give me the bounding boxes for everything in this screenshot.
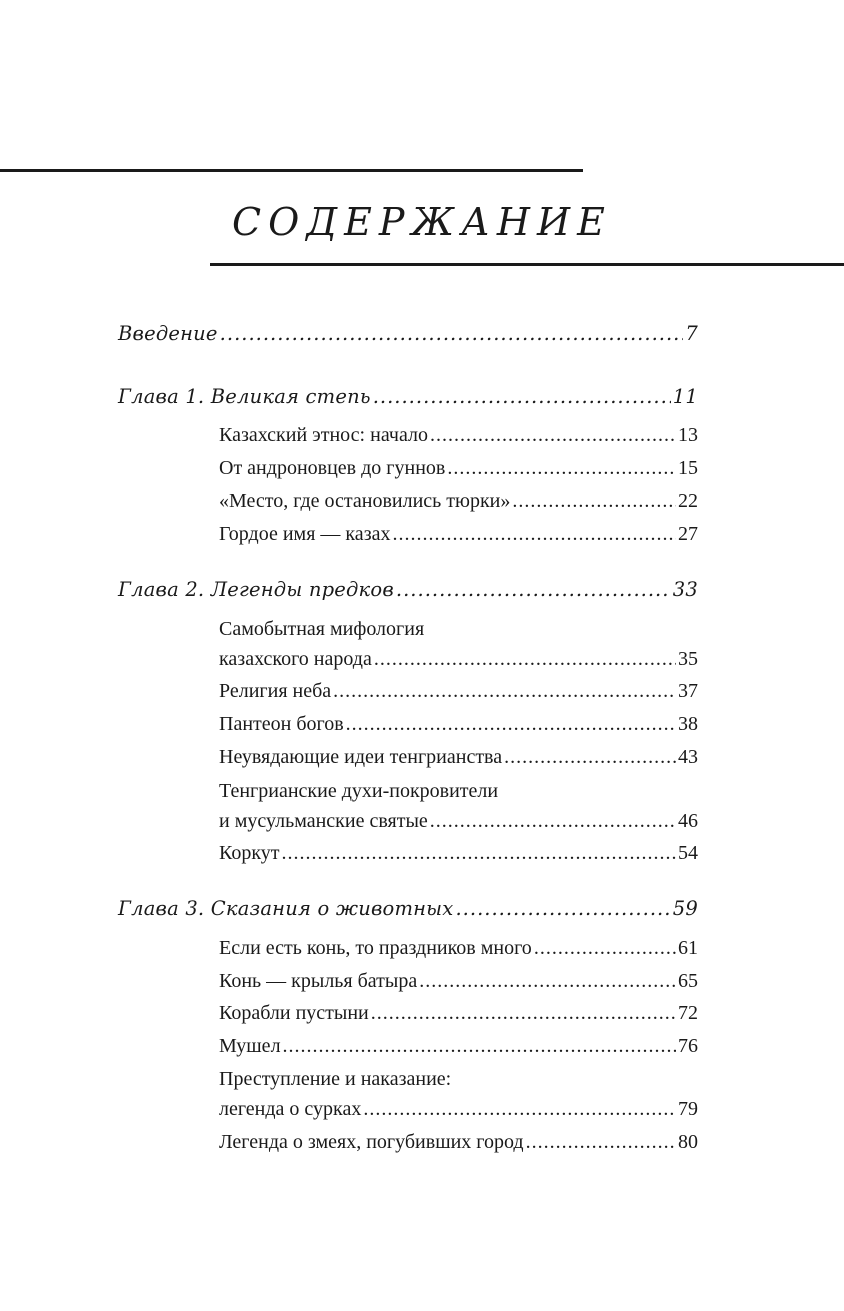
toc-page-number: 54 <box>678 842 698 864</box>
dot-leader <box>220 322 684 345</box>
toc-page-number: 79 <box>678 1098 698 1120</box>
top-rule <box>0 169 583 172</box>
section-label: Коркут <box>219 842 280 864</box>
section-label: Неувядающие идеи тенгрианства <box>219 746 503 768</box>
toc-page-number: 72 <box>678 1002 698 1024</box>
toc-section[interactable] <box>219 1098 698 1121</box>
toc-entry-label: Введение <box>118 322 218 345</box>
toc-section[interactable] <box>219 746 698 769</box>
toc-section[interactable] <box>219 1002 698 1025</box>
toc-section[interactable] <box>219 1035 698 1058</box>
toc-page-number: 7 <box>685 322 698 345</box>
toc-page-number: 35 <box>678 648 698 670</box>
toc-section[interactable] <box>219 1131 698 1154</box>
section-label: Религия неба <box>219 680 332 702</box>
section-label-line1: Тенгрианские духи-покровители <box>219 780 499 802</box>
dot-leader <box>526 1131 676 1154</box>
dot-leader <box>282 842 676 865</box>
dot-leader <box>396 578 671 601</box>
dot-leader <box>374 648 676 671</box>
toc-section[interactable] <box>219 937 698 960</box>
dot-leader <box>419 970 676 993</box>
toc-section[interactable] <box>219 523 698 546</box>
toc-page-number: 65 <box>678 970 698 992</box>
dot-leader <box>283 1035 676 1058</box>
section-label: казахского народа <box>219 648 372 670</box>
section-label-line1: Преступление и наказание: <box>219 1068 452 1090</box>
dot-leader <box>371 1002 676 1025</box>
section-label: и мусульманские святые <box>219 810 428 832</box>
toc-section[interactable] <box>219 490 698 513</box>
toc-page-number: 59 <box>672 897 698 920</box>
section-label: Если есть конь, то праздников много <box>219 937 532 959</box>
chapter-label: Глава 3. Сказания о животных <box>118 897 454 920</box>
toc-section[interactable] <box>219 424 698 447</box>
toc-section[interactable] <box>219 648 698 671</box>
section-label: Пантеон богов <box>219 713 344 735</box>
section-label: Легенда о змеях, погубивших город <box>219 1131 524 1153</box>
chapter-label: Глава 1. Великая степь <box>118 385 371 408</box>
dot-leader <box>447 457 676 480</box>
section-label: Конь — крылья батыра <box>219 970 418 992</box>
toc-page-number: 13 <box>678 424 698 446</box>
toc-page-number: 61 <box>678 937 698 959</box>
section-label: «Место, где остановились тюрки» <box>219 490 511 512</box>
dot-leader <box>346 713 676 736</box>
dot-leader <box>333 680 676 703</box>
toc-section[interactable] <box>219 680 698 703</box>
dot-leader <box>455 897 670 920</box>
toc-page-number: 22 <box>678 490 698 512</box>
toc-section[interactable] <box>219 713 698 736</box>
toc-chapter-1[interactable] <box>118 385 698 408</box>
toc-entry-introduction[interactable] <box>118 322 698 345</box>
section-label: Корабли пустыни <box>219 1002 369 1024</box>
toc-page-number: 33 <box>672 578 698 601</box>
dot-leader <box>504 746 676 769</box>
title-underline-rule <box>210 263 844 266</box>
toc-section[interactable] <box>219 970 698 993</box>
dot-leader <box>373 385 671 408</box>
section-label: Гордое имя — казах <box>219 523 391 545</box>
section-label: Мушел <box>219 1035 281 1057</box>
section-label-line1: Самобытная мифология <box>219 618 425 640</box>
dot-leader <box>512 490 676 513</box>
toc-section[interactable] <box>219 842 698 865</box>
toc-page-number: 27 <box>678 523 698 545</box>
dot-leader <box>430 810 676 833</box>
section-label: легенда о сурках <box>219 1098 362 1120</box>
page-title: СОДЕРЖАНИЕ <box>232 200 612 244</box>
section-label: От андроновцев до гуннов <box>219 457 446 479</box>
section-label: Казахский этнос: начало <box>219 424 428 446</box>
toc-page-number: 80 <box>678 1131 698 1153</box>
toc-section[interactable] <box>219 810 698 833</box>
dot-leader <box>534 937 676 960</box>
toc-page-number: 38 <box>678 713 698 735</box>
toc-page-number: 76 <box>678 1035 698 1057</box>
toc-section[interactable] <box>219 457 698 480</box>
toc-page-number: 11 <box>672 385 698 408</box>
toc-page-number: 46 <box>678 810 698 832</box>
toc-page-number: 37 <box>678 680 698 702</box>
chapter-label: Глава 2. Легенды предков <box>118 578 394 601</box>
toc-page-number: 43 <box>678 746 698 768</box>
toc-chapter-3[interactable] <box>118 897 698 920</box>
dot-leader <box>392 523 676 546</box>
toc-page-number: 15 <box>678 457 698 479</box>
dot-leader <box>430 424 676 447</box>
dot-leader <box>363 1098 676 1121</box>
toc-chapter-2[interactable] <box>118 578 698 601</box>
